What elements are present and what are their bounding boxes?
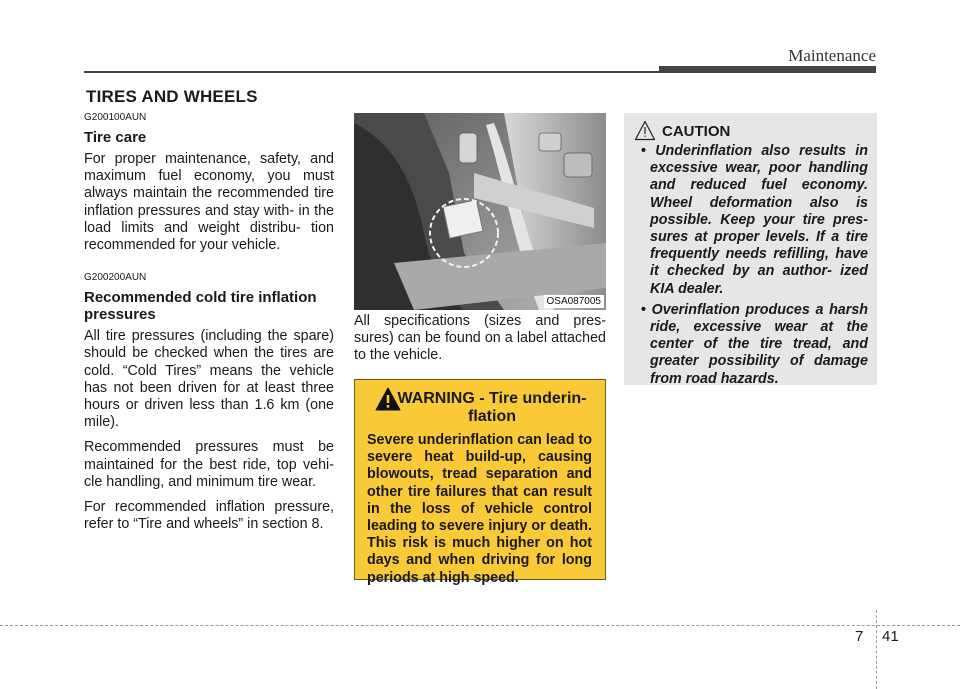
paragraph-recommended: Recommended pressures must be maintained for the best ride, top vehi- cle handling, and minimum tire wear. (84, 439, 334, 490)
chapter-number: 7 (855, 628, 864, 645)
caution-box (624, 113, 877, 385)
section-code: G200100AUN (84, 112, 147, 123)
header-rule-accent (659, 66, 876, 73)
section-title: TIRES AND WHEELS (86, 87, 258, 106)
figure-label: OSA087005 (544, 295, 605, 308)
caution-item: • Overinflation produces a harsh ride, excessive wear at the center of the tire tread, and greater possibility of damage from road hazards. (634, 302, 868, 388)
caution-list (634, 143, 868, 392)
paragraph-cold-tires: All tire pressures (including the spare) should be checked when the tires are cold. “Cold Tires” means the vehicle has not been driven for at least three hours or driven less than 1.6 km (one mile). (84, 328, 334, 431)
subheading-cold-pressures: Recommended cold tire inflation pressures (84, 289, 317, 324)
header-rule (84, 71, 659, 73)
paragraph-tire-care: For proper maintenance, safety, and maximum fuel economy, you must always maintain the recommended tire inflation pressures and stay with- in the load limits and weight distribu- tion recommended for your vehicle. (84, 151, 334, 254)
column-left (84, 112, 334, 541)
caution-triangle-icon (634, 120, 656, 141)
warning-box (354, 379, 606, 586)
figure-caption: All specifications (sizes and pres- sures) can be found on a label attached to the vehicle. (354, 313, 606, 364)
footer-rule (0, 625, 960, 626)
subheading-tire-care: Tire care (84, 129, 147, 146)
paragraph-refer: For recommended inflation pressure, refer to “Tire and wheels” in section 8. (84, 499, 334, 533)
warning-title: WARNING - Tire underin- flation (397, 390, 587, 425)
footer-divider (876, 610, 877, 689)
warning-body: Severe underinflation can lead to severe heat build-up, causing blowouts, tread separation and other tire failures that can result in the loss of vehicle control leading to severe injury or death. This risk is much higher on hot days and when driving for long periods at high speed. (367, 432, 592, 586)
page-number: 41 (882, 628, 899, 645)
door-jamb-illustration (354, 113, 606, 310)
caution-title: CAUTION (662, 123, 731, 140)
door-jamb-photo (354, 113, 606, 310)
section-code: G200200AUN (84, 272, 147, 284)
caution-item: • Underinflation also results in excessive wear, poor handling and reduced fuel economy. Wheel deformation also is possible. Keep your tire pres- sures at proper levels. If a tire frequently needs refilling, have it checked by an author- ized KIA dealer. (634, 143, 868, 298)
header-title: Maintenance (788, 46, 876, 65)
